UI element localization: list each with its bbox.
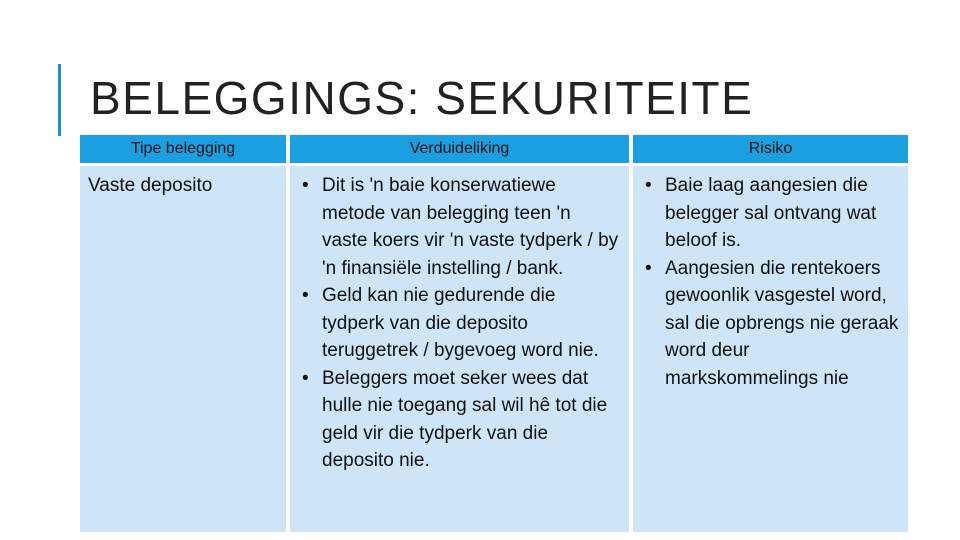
bullet-icon: • — [302, 175, 309, 196]
investment-table — [80, 135, 908, 532]
title-accent-bar — [58, 64, 61, 136]
cell-explanation — [290, 166, 633, 532]
list-item: • Beleggers moet seker wees dat hulle nie toegang sal wil hê tot die geld vir die tydperk van die deposito nie. — [298, 365, 621, 475]
list-item: • Dit is 'n baie konserwatiewe metode van belegging teen 'n vaste koers vir 'n vaste tydperk / by 'n finansiële instelling / bank. — [298, 172, 621, 282]
bullet-icon: • — [302, 367, 309, 389]
header-explanation: Verduideliking — [290, 135, 633, 166]
list-item: • Aangesien die rentekoers gewoonlik vasgestel word, sal die opbrengs nie geraak word deur markskommelings nie — [641, 255, 900, 393]
bullet-icon: • — [645, 257, 652, 279]
risk-list — [641, 172, 900, 392]
table-row — [80, 166, 908, 532]
list-item: • Baie laag aangesien die belegger sal ontvang wat beloof is. — [641, 172, 900, 255]
cell-risk — [633, 166, 908, 532]
bullet-icon: • — [645, 175, 652, 196]
table-header-row — [80, 135, 908, 166]
header-risk: Risiko — [633, 135, 908, 166]
explanation-list — [298, 172, 621, 475]
slide-title: BELEGGINGS: SEKURITEITE — [90, 72, 754, 124]
list-item: • Geld kan nie gedurende die tydperk van die deposito teruggetrek / bygevoeg word nie. — [298, 282, 621, 365]
header-type: Tipe belegging — [80, 135, 290, 166]
bullet-icon: • — [302, 285, 309, 306]
cell-investment-type: Vaste deposito — [80, 166, 290, 532]
